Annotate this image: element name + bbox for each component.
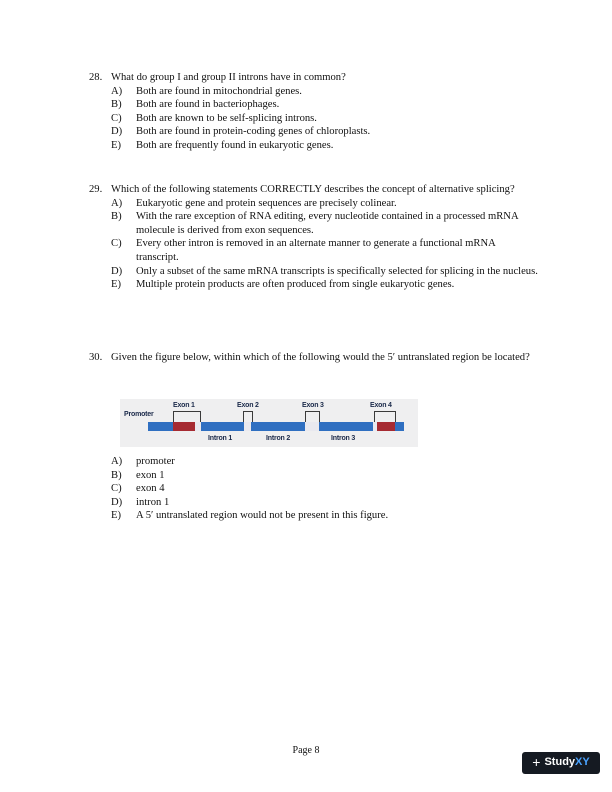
question-number: 28.: [89, 72, 103, 83]
question-text: Which of the following statements CORRECTLY describes the concept of alternative splicing?: [111, 184, 515, 195]
question-text: Given the figure below, within which of the following would the 5′ untranslated region be located?: [111, 352, 530, 363]
studyxy-badge[interactable]: [522, 752, 600, 774]
option-letter: D): [111, 265, 123, 277]
option-c: [111, 482, 539, 496]
option-letter: B): [111, 469, 122, 481]
intron-1-label: Intron 1: [208, 435, 233, 442]
question-30-options: [89, 455, 539, 523]
exon-1-coding-region: [195, 422, 201, 431]
option-letter: A): [111, 456, 123, 467]
option-letter: C): [111, 238, 122, 250]
question-29: [89, 183, 539, 292]
intron-2-label: Intron 2: [266, 435, 291, 442]
option-d: [111, 496, 539, 510]
exon-4-bracket: [374, 411, 396, 422]
brand-suffix: XY: [575, 756, 590, 769]
gene-structure-figure: [120, 399, 418, 447]
exon-3-region: [305, 422, 319, 431]
option-e: [111, 509, 539, 523]
option-text: exon 4: [136, 483, 165, 495]
option-e: [111, 139, 539, 153]
exon-4-utr-region: [377, 422, 395, 431]
option-text: Both are frequently found in eukaryotic genes.: [136, 139, 334, 151]
exon-1-label: Exon 1: [173, 402, 195, 409]
option-text: Both are found in bacteriophages.: [136, 99, 280, 111]
option-letter: E): [111, 139, 121, 151]
option-text: promoter: [136, 456, 175, 467]
option-letter: B): [111, 99, 122, 111]
option-text: Only a subset of the same mRNA transcripts is specifically selected for splicing in the nucleus.: [136, 265, 538, 277]
option-a: [111, 455, 539, 469]
option-letter: C): [111, 112, 122, 124]
option-letter: B): [111, 211, 122, 223]
exon-2-label: Exon 2: [237, 402, 259, 409]
option-letter: E): [111, 510, 121, 522]
option-text: Eukaryotic gene and protein sequences are precisely colinear.: [136, 197, 397, 209]
question-stem: [89, 351, 539, 365]
option-a: [111, 85, 539, 99]
option-letter: E): [111, 279, 121, 291]
option-letter: A): [111, 85, 123, 97]
option-text: Every other intron is removed in an alternate manner to generate a functional mRNA transcript.: [136, 238, 496, 263]
option-text: Both are found in mitochondrial genes.: [136, 85, 302, 97]
option-letter: D): [111, 126, 123, 138]
option-text: intron 1: [136, 496, 170, 508]
option-text: exon 1: [136, 469, 165, 481]
option-a: [111, 197, 539, 211]
option-text: With the rare exception of RNA editing, every nucleotide contained in a processed mRNA molecule is derived from exon sequences.: [136, 211, 519, 236]
plus-icon: +: [532, 754, 541, 771]
question-30: [89, 351, 539, 365]
option-text: Both are found in protein-coding genes of chloroplasts.: [136, 126, 371, 138]
question-number: 29.: [89, 184, 103, 195]
question-number: 30.: [89, 352, 103, 363]
exon-2-region: [244, 422, 251, 431]
option-b: [111, 469, 539, 483]
option-b: [111, 210, 539, 237]
option-text: Multiple protein products are often produced from single eukaryotic genes.: [136, 279, 455, 291]
option-letter: D): [111, 496, 123, 508]
option-c: [111, 112, 539, 126]
question-text: What do group I and group II introns have in common?: [111, 72, 346, 83]
option-letter: C): [111, 483, 122, 495]
option-e: [111, 278, 539, 292]
exon-3-label: Exon 3: [302, 402, 324, 409]
option-d: [111, 265, 539, 279]
brand-name: [544, 756, 589, 770]
exon-2-bracket: [243, 411, 253, 422]
exon-1-bracket: [173, 411, 201, 422]
question-28: [89, 71, 539, 153]
exon-4-label: Exon 4: [370, 402, 392, 409]
option-text: Both are known to be self-splicing introns.: [136, 112, 317, 124]
exon-1-utr-region: [173, 422, 195, 431]
option-b: [111, 98, 539, 112]
question-stem: [89, 183, 539, 197]
option-d: [111, 125, 539, 139]
promoter-label: Promoter: [124, 411, 154, 418]
intron-3-label: Intron 3: [331, 435, 356, 442]
option-text: A 5′ untranslated region would not be present in this figure.: [136, 510, 389, 522]
option-letter: A): [111, 197, 123, 209]
option-c: [111, 237, 539, 264]
brand-prefix: Study: [544, 756, 576, 769]
question-stem: [89, 71, 539, 85]
page-number: Page 8: [292, 745, 320, 756]
exon-3-bracket: [305, 411, 320, 422]
